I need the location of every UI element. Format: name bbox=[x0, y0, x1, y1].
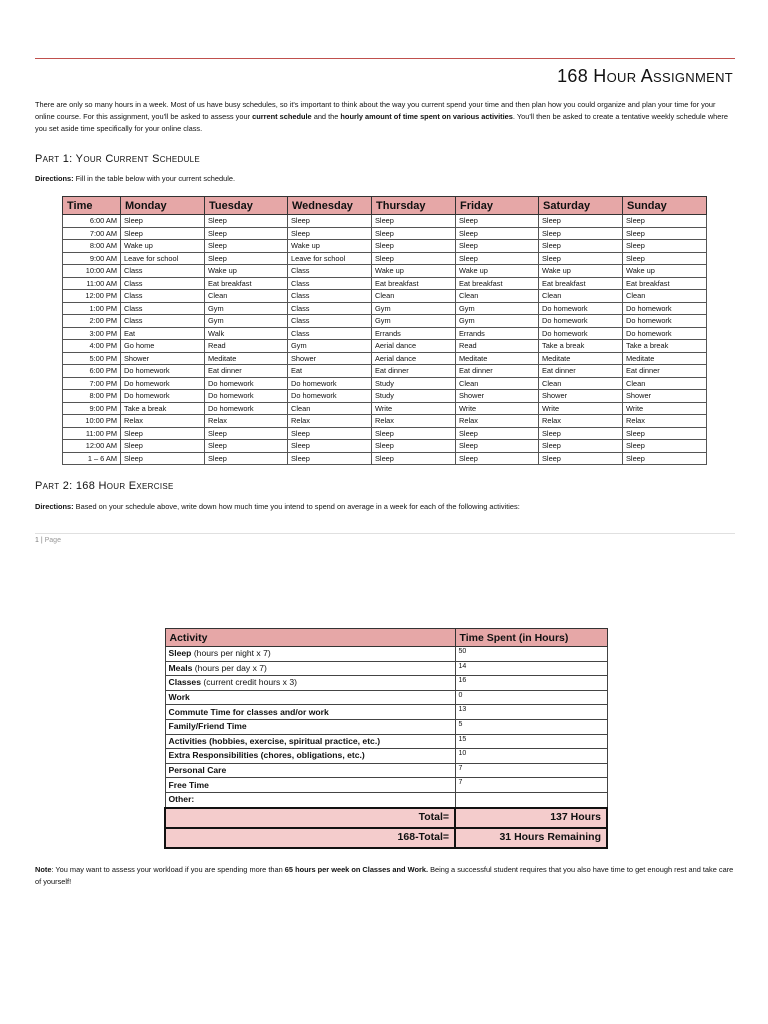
schedule-cell: Eat breakfast bbox=[623, 277, 707, 290]
schedule-cell: Eat dinner bbox=[372, 365, 456, 378]
schedule-cell: Do homework bbox=[623, 327, 707, 340]
intro-text-2: and the bbox=[311, 112, 341, 121]
schedule-cell: Clean bbox=[456, 290, 539, 303]
schedule-row bbox=[63, 277, 707, 290]
schedule-cell: Class bbox=[121, 265, 205, 278]
schedule-cell: Sleep bbox=[456, 452, 539, 465]
schedule-cell: Relax bbox=[539, 415, 623, 428]
hours-row bbox=[165, 763, 607, 778]
schedule-cell: Class bbox=[288, 315, 372, 328]
schedule-cell: Eat dinner bbox=[539, 365, 623, 378]
time-cell: 11:00 AM bbox=[63, 277, 121, 290]
schedule-cell: Eat bbox=[121, 327, 205, 340]
schedule-cell: Do homework bbox=[205, 402, 288, 415]
schedule-cell: Sleep bbox=[288, 215, 372, 228]
schedule-cell: Clean bbox=[623, 377, 707, 390]
schedule-cell: Do homework bbox=[121, 390, 205, 403]
activity-label: Personal Care bbox=[168, 765, 227, 776]
schedule-cell: Sleep bbox=[372, 240, 456, 253]
schedule-cell: Sleep bbox=[623, 227, 707, 240]
schedule-cell: Sleep bbox=[205, 215, 288, 228]
schedule-body bbox=[63, 215, 707, 465]
schedule-cell: Write bbox=[456, 402, 539, 415]
hours-value-cell: 15 bbox=[455, 734, 607, 749]
schedule-cell: Meditate bbox=[456, 352, 539, 365]
total-label: Total= bbox=[165, 808, 455, 828]
schedule-cell: Relax bbox=[456, 415, 539, 428]
schedule-cell: Sleep bbox=[456, 240, 539, 253]
schedule-cell: Gym bbox=[205, 315, 288, 328]
schedule-cell: Sleep bbox=[372, 440, 456, 453]
hours-value-cell: 5 bbox=[455, 719, 607, 734]
schedule-header-cell: Saturday bbox=[539, 197, 623, 215]
schedule-cell: Sleep bbox=[288, 440, 372, 453]
schedule-cell: Clean bbox=[205, 290, 288, 303]
schedule-cell: Sleep bbox=[205, 252, 288, 265]
total-value: 137 Hours bbox=[455, 808, 607, 828]
intro-paragraph bbox=[35, 99, 735, 135]
hours-value-cell: 7 bbox=[455, 763, 607, 778]
hours-table bbox=[164, 628, 608, 849]
schedule-row bbox=[63, 452, 707, 465]
schedule-cell: Shower bbox=[456, 390, 539, 403]
time-cell: 8:00 AM bbox=[63, 240, 121, 253]
schedule-cell: Take a break bbox=[623, 340, 707, 353]
schedule-cell: Sleep bbox=[372, 252, 456, 265]
schedule-cell: Class bbox=[121, 277, 205, 290]
schedule-cell: Gym bbox=[288, 340, 372, 353]
time-cell: 11:00 PM bbox=[63, 427, 121, 440]
hours-body bbox=[165, 647, 607, 808]
time-cell: 2:00 PM bbox=[63, 315, 121, 328]
time-cell: 3:00 PM bbox=[63, 327, 121, 340]
schedule-cell: Errands bbox=[456, 327, 539, 340]
schedule-cell: Sleep bbox=[205, 427, 288, 440]
schedule-cell: Do homework bbox=[539, 315, 623, 328]
schedule-cell: Meditate bbox=[205, 352, 288, 365]
activity-cell bbox=[165, 676, 455, 691]
activity-label: Work bbox=[168, 692, 190, 703]
part2-directions-label: Directions: bbox=[35, 502, 74, 511]
schedule-cell: Sleep bbox=[288, 452, 372, 465]
part2-directions bbox=[35, 502, 520, 511]
schedule-cell: Sleep bbox=[539, 440, 623, 453]
schedule-header-cell: Time bbox=[63, 197, 121, 215]
schedule-cell: Sleep bbox=[456, 215, 539, 228]
schedule-cell: Wake up bbox=[121, 240, 205, 253]
schedule-cell: Write bbox=[623, 402, 707, 415]
schedule-cell: Sleep bbox=[539, 452, 623, 465]
time-cell: 5:00 PM bbox=[63, 352, 121, 365]
schedule-cell: Meditate bbox=[539, 352, 623, 365]
schedule-cell: Eat breakfast bbox=[456, 277, 539, 290]
schedule-cell: Do homework bbox=[539, 327, 623, 340]
schedule-cell: Wake up bbox=[623, 265, 707, 278]
activity-header: Activity bbox=[165, 629, 455, 647]
schedule-cell: Sleep bbox=[205, 227, 288, 240]
schedule-cell: Eat breakfast bbox=[539, 277, 623, 290]
time-cell: 6:00 PM bbox=[63, 365, 121, 378]
schedule-cell: Do homework bbox=[539, 302, 623, 315]
schedule-cell: Class bbox=[288, 327, 372, 340]
schedule-cell: Do homework bbox=[623, 315, 707, 328]
hours-value-cell: 14 bbox=[455, 661, 607, 676]
schedule-header-cell: Wednesday bbox=[288, 197, 372, 215]
schedule-cell: Shower bbox=[623, 390, 707, 403]
activity-cell bbox=[165, 719, 455, 734]
schedule-cell: Leave for school bbox=[121, 252, 205, 265]
schedule-header-cell: Friday bbox=[456, 197, 539, 215]
time-cell: 9:00 AM bbox=[63, 252, 121, 265]
schedule-row bbox=[63, 377, 707, 390]
schedule-row bbox=[63, 265, 707, 278]
schedule-cell: Sleep bbox=[456, 440, 539, 453]
schedule-cell: Do homework bbox=[121, 377, 205, 390]
schedule-cell: Class bbox=[288, 277, 372, 290]
schedule-row bbox=[63, 440, 707, 453]
schedule-cell: Do homework bbox=[205, 390, 288, 403]
hours-row bbox=[165, 719, 607, 734]
schedule-row bbox=[63, 240, 707, 253]
schedule-row bbox=[63, 390, 707, 403]
schedule-row bbox=[63, 427, 707, 440]
schedule-cell: Read bbox=[456, 340, 539, 353]
page-title: 168 Hour Assignment bbox=[557, 66, 733, 86]
schedule-cell: Relax bbox=[372, 415, 456, 428]
schedule-row bbox=[63, 290, 707, 303]
activity-label: Free Time bbox=[168, 779, 209, 790]
note-label: Note bbox=[35, 865, 52, 874]
hours-row bbox=[165, 661, 607, 676]
activity-cell bbox=[165, 690, 455, 705]
footer-separator: | bbox=[38, 537, 45, 544]
schedule-cell: Sleep bbox=[121, 227, 205, 240]
activity-label: Classes bbox=[168, 677, 201, 688]
schedule-row bbox=[63, 402, 707, 415]
schedule-cell: Sleep bbox=[456, 427, 539, 440]
activity-cell bbox=[165, 778, 455, 793]
schedule-cell: Sleep bbox=[456, 252, 539, 265]
schedule-cell: Shower bbox=[539, 390, 623, 403]
schedule-cell: Sleep bbox=[623, 240, 707, 253]
page-footer bbox=[35, 537, 61, 544]
intro-text-1: There are only so many hours in a week. Most of us have busy schedules, so it's important to think about the way you current spend your time and then plan how you could organize and plan your time for your online course. For this assignment, you'll be asked to assess your bbox=[35, 100, 716, 121]
activity-cell bbox=[165, 705, 455, 720]
activity-cell bbox=[165, 749, 455, 764]
schedule-cell: Sleep bbox=[205, 440, 288, 453]
schedule-cell: Sleep bbox=[623, 440, 707, 453]
schedule-cell: Class bbox=[288, 265, 372, 278]
schedule-cell: Sleep bbox=[205, 452, 288, 465]
schedule-cell: Take a break bbox=[539, 340, 623, 353]
schedule-row bbox=[63, 415, 707, 428]
time-cell: 12:00 PM bbox=[63, 290, 121, 303]
activity-label: Meals bbox=[168, 662, 193, 673]
time-cell: 1 – 6 AM bbox=[63, 452, 121, 465]
schedule-cell: Go home bbox=[121, 340, 205, 353]
schedule-row bbox=[63, 327, 707, 340]
note-bold: 65 hours per week on Classes and Work. bbox=[284, 865, 429, 874]
time-cell: 1:00 PM bbox=[63, 302, 121, 315]
hours-row bbox=[165, 690, 607, 705]
schedule-cell: Do homework bbox=[288, 390, 372, 403]
activity-label: Other: bbox=[168, 794, 195, 805]
schedule-cell: Shower bbox=[121, 352, 205, 365]
schedule-header-cell: Thursday bbox=[372, 197, 456, 215]
schedule-cell: Wake up bbox=[205, 265, 288, 278]
schedule-cell: Clean bbox=[288, 402, 372, 415]
page-label: Page bbox=[44, 537, 61, 544]
activity-cell bbox=[165, 647, 455, 662]
schedule-cell: Gym bbox=[372, 315, 456, 328]
schedule-cell: Sleep bbox=[372, 427, 456, 440]
schedule-cell: Do homework bbox=[121, 365, 205, 378]
part1-heading: Part 1: Your Current Schedule bbox=[35, 153, 201, 165]
hours-value-cell: 7 bbox=[455, 778, 607, 793]
schedule-cell: Meditate bbox=[623, 352, 707, 365]
time-cell: 10:00 PM bbox=[63, 415, 121, 428]
schedule-cell: Sleep bbox=[539, 252, 623, 265]
activity-label: Commute Time for classes and/or work bbox=[168, 706, 329, 717]
schedule-cell: Read bbox=[205, 340, 288, 353]
schedule-cell: Sleep bbox=[539, 427, 623, 440]
remaining-label: 168-Total= bbox=[165, 828, 455, 848]
schedule-cell: Clean bbox=[372, 290, 456, 303]
remaining-row bbox=[165, 828, 607, 848]
schedule-header-row bbox=[63, 197, 707, 215]
schedule-cell: Clean bbox=[456, 377, 539, 390]
activity-detail: (hours per day x 7) bbox=[192, 662, 267, 673]
hours-header-row bbox=[165, 629, 607, 647]
activity-label: Extra Responsibilities (chores, obligations, etc.) bbox=[168, 750, 365, 761]
schedule-cell: Sleep bbox=[456, 227, 539, 240]
schedule-cell: Relax bbox=[121, 415, 205, 428]
hours-value-cell: 50 bbox=[455, 647, 607, 662]
schedule-cell: Sleep bbox=[623, 215, 707, 228]
schedule-cell: Sleep bbox=[121, 440, 205, 453]
schedule-cell: Study bbox=[372, 377, 456, 390]
schedule-row bbox=[63, 302, 707, 315]
note-paragraph bbox=[35, 864, 735, 888]
activity-cell bbox=[165, 734, 455, 749]
schedule-cell: Wake up bbox=[456, 265, 539, 278]
schedule-row bbox=[63, 340, 707, 353]
schedule-cell: Relax bbox=[288, 415, 372, 428]
schedule-row bbox=[63, 215, 707, 228]
schedule-cell: Sleep bbox=[623, 427, 707, 440]
schedule-cell: Do homework bbox=[205, 377, 288, 390]
part2-directions-text: Based on your schedule above, write down how much time you intend to spend on average in a week for each of the following activities: bbox=[73, 502, 520, 511]
part1-directions-label: Directions: bbox=[35, 174, 74, 183]
hours-row bbox=[165, 734, 607, 749]
schedule-cell: Sleep bbox=[539, 227, 623, 240]
activity-cell bbox=[165, 763, 455, 778]
schedule-cell: Shower bbox=[288, 352, 372, 365]
schedule-cell: Write bbox=[539, 402, 623, 415]
time-cell: 7:00 AM bbox=[63, 227, 121, 240]
activity-label: Sleep bbox=[168, 648, 192, 659]
time-cell: 7:00 PM bbox=[63, 377, 121, 390]
note-text-1: : You may want to assess your workload if you are spending more than bbox=[51, 865, 285, 874]
schedule-cell: Do homework bbox=[288, 377, 372, 390]
schedule-cell: Wake up bbox=[372, 265, 456, 278]
schedule-cell: Gym bbox=[456, 315, 539, 328]
schedule-cell: Class bbox=[288, 302, 372, 315]
hours-value-cell: 10 bbox=[455, 749, 607, 764]
schedule-cell: Class bbox=[121, 315, 205, 328]
time-cell: 6:00 AM bbox=[63, 215, 121, 228]
schedule-cell: Sleep bbox=[539, 240, 623, 253]
schedule-cell: Wake up bbox=[288, 240, 372, 253]
schedule-cell: Clean bbox=[539, 377, 623, 390]
time-cell: 8:00 PM bbox=[63, 390, 121, 403]
time-cell: 10:00 AM bbox=[63, 265, 121, 278]
intro-bold-1: current schedule bbox=[252, 112, 312, 121]
schedule-table bbox=[62, 196, 707, 465]
total-row bbox=[165, 808, 607, 828]
schedule-cell: Sleep bbox=[623, 252, 707, 265]
time-cell: 4:00 PM bbox=[63, 340, 121, 353]
hours-value-cell: 13 bbox=[455, 705, 607, 720]
hours-row bbox=[165, 778, 607, 793]
schedule-header-cell: Monday bbox=[121, 197, 205, 215]
activity-detail: (hours per night x 7) bbox=[191, 648, 271, 659]
schedule-cell: Sleep bbox=[205, 240, 288, 253]
schedule-cell: Class bbox=[121, 290, 205, 303]
schedule-cell: Take a break bbox=[121, 402, 205, 415]
hours-row bbox=[165, 647, 607, 662]
schedule-cell: Eat bbox=[288, 365, 372, 378]
time-spent-header: Time Spent (in Hours) bbox=[455, 629, 607, 647]
schedule-cell: Sleep bbox=[288, 227, 372, 240]
schedule-cell: Eat dinner bbox=[623, 365, 707, 378]
activity-label: Activities (hobbies, exercise, spiritual practice, etc.) bbox=[168, 735, 381, 746]
schedule-cell: Gym bbox=[205, 302, 288, 315]
activity-label: Family/Friend Time bbox=[168, 721, 247, 732]
intro-text-3: . You'll then be asked to create a tentative weekly schedule where you set aside time specifically for your online class. bbox=[35, 112, 728, 133]
schedule-cell: Gym bbox=[456, 302, 539, 315]
schedule-cell: Leave for school bbox=[288, 252, 372, 265]
schedule-cell: Wake up bbox=[539, 265, 623, 278]
schedule-cell: Write bbox=[372, 402, 456, 415]
schedule-cell: Class bbox=[121, 302, 205, 315]
schedule-cell: Walk bbox=[205, 327, 288, 340]
schedule-cell: Sleep bbox=[121, 452, 205, 465]
schedule-cell: Clean bbox=[539, 290, 623, 303]
schedule-cell: Aerial dance bbox=[372, 352, 456, 365]
intro-bold-2: hourly amount of time spent on various activities bbox=[340, 112, 513, 121]
schedule-header-cell: Tuesday bbox=[205, 197, 288, 215]
schedule-cell: Clean bbox=[623, 290, 707, 303]
activity-cell bbox=[165, 792, 455, 807]
hours-value-cell: 16 bbox=[455, 676, 607, 691]
time-cell: 9:00 PM bbox=[63, 402, 121, 415]
schedule-cell: Sleep bbox=[288, 427, 372, 440]
schedule-cell: Eat dinner bbox=[456, 365, 539, 378]
hours-row bbox=[165, 749, 607, 764]
schedule-cell: Sleep bbox=[372, 215, 456, 228]
schedule-cell: Sleep bbox=[372, 452, 456, 465]
schedule-row bbox=[63, 252, 707, 265]
hours-value-cell bbox=[455, 792, 607, 807]
activity-cell bbox=[165, 661, 455, 676]
schedule-row bbox=[63, 227, 707, 240]
hours-row bbox=[165, 705, 607, 720]
schedule-cell: Eat breakfast bbox=[372, 277, 456, 290]
schedule-row bbox=[63, 365, 707, 378]
schedule-cell: Study bbox=[372, 390, 456, 403]
activity-detail: (current credit hours x 3) bbox=[201, 677, 297, 688]
schedule-cell: Relax bbox=[205, 415, 288, 428]
schedule-cell: Sleep bbox=[372, 227, 456, 240]
schedule-cell: Eat breakfast bbox=[205, 277, 288, 290]
part1-directions-text: Fill in the table below with your current schedule. bbox=[73, 174, 236, 183]
schedule-row bbox=[63, 315, 707, 328]
part2-heading: Part 2: 168 Hour Exercise bbox=[35, 480, 174, 492]
note-text-2: Being a successful student requires that you also have time to get enough rest and take care of yourself! bbox=[35, 865, 734, 886]
time-cell: 12:00 AM bbox=[63, 440, 121, 453]
schedule-cell: Errands bbox=[372, 327, 456, 340]
header-rule bbox=[35, 58, 735, 59]
schedule-cell: Aerial dance bbox=[372, 340, 456, 353]
schedule-cell: Class bbox=[288, 290, 372, 303]
footer-rule bbox=[35, 533, 735, 534]
schedule-cell: Do homework bbox=[623, 302, 707, 315]
schedule-cell: Sleep bbox=[121, 215, 205, 228]
schedule-row bbox=[63, 352, 707, 365]
remaining-value: 31 Hours Remaining bbox=[455, 828, 607, 848]
schedule-cell: Eat dinner bbox=[205, 365, 288, 378]
schedule-cell: Sleep bbox=[539, 215, 623, 228]
page-number: 1 bbox=[35, 537, 39, 544]
schedule-cell: Sleep bbox=[623, 452, 707, 465]
schedule-cell: Sleep bbox=[121, 427, 205, 440]
schedule-cell: Gym bbox=[372, 302, 456, 315]
schedule-header-cell: Sunday bbox=[623, 197, 707, 215]
part1-directions bbox=[35, 174, 235, 183]
hours-row bbox=[165, 792, 607, 807]
hours-row bbox=[165, 676, 607, 691]
hours-value-cell: 0 bbox=[455, 690, 607, 705]
schedule-cell: Relax bbox=[623, 415, 707, 428]
